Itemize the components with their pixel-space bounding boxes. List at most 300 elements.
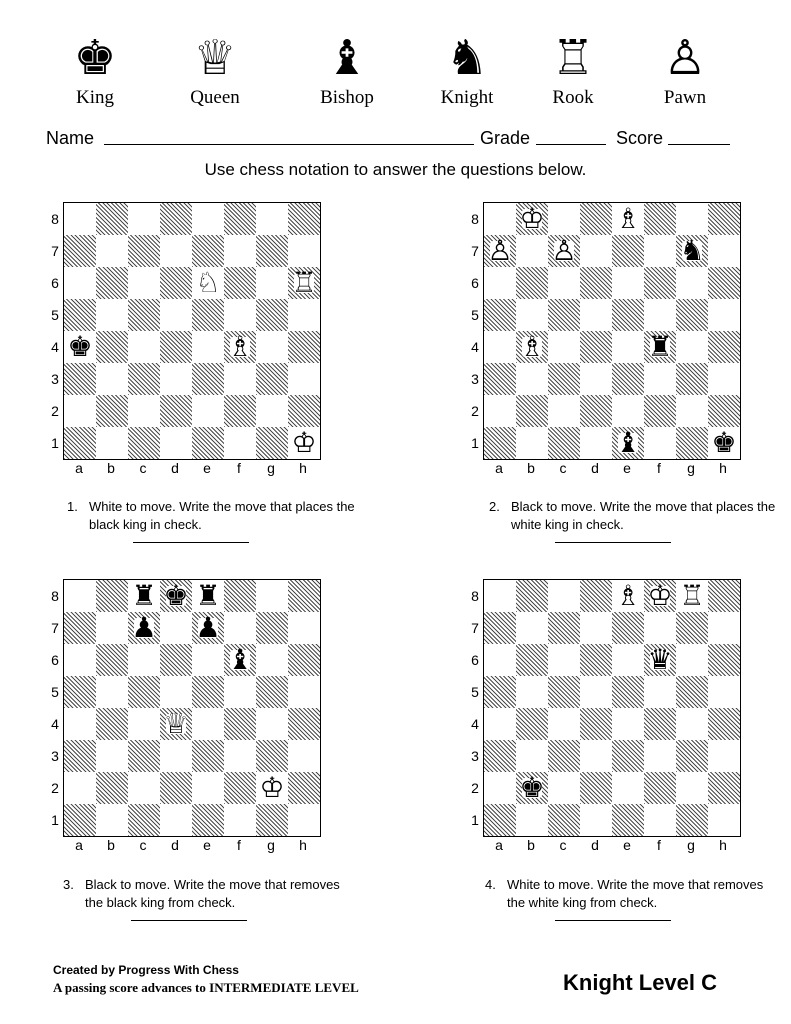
board-square-c1 xyxy=(128,804,160,836)
board-square-g6 xyxy=(676,644,708,676)
board-square-a4 xyxy=(484,708,516,740)
board-square-h3 xyxy=(288,740,320,772)
board-square-c4 xyxy=(128,708,160,740)
answer-line-4[interactable] xyxy=(555,920,671,921)
file-label: f xyxy=(657,460,661,476)
board-square-b3 xyxy=(96,740,128,772)
board-square-g5 xyxy=(256,299,288,331)
board-square-h1 xyxy=(708,804,740,836)
file-label: b xyxy=(107,460,115,476)
board-square-d6 xyxy=(580,644,612,676)
board-square-g5 xyxy=(256,676,288,708)
board-square-b5 xyxy=(516,299,548,331)
board-square-d8 xyxy=(580,580,612,612)
white-pawn-icon: ♙ xyxy=(487,234,513,267)
board-square-d5 xyxy=(580,676,612,708)
board-square-g1 xyxy=(676,804,708,836)
board-square-f3 xyxy=(644,363,676,395)
board-square-e7 xyxy=(612,612,644,644)
board-square-b4 xyxy=(516,708,548,740)
board-square-c5 xyxy=(548,676,580,708)
rank-label: 1 xyxy=(51,812,59,828)
board-square-d2 xyxy=(580,772,612,804)
board-square-b1 xyxy=(516,427,548,459)
board-square-a8 xyxy=(64,580,96,612)
legend-label: Rook xyxy=(552,87,594,108)
board-square-h5 xyxy=(708,299,740,331)
black-king-icon: ♚ xyxy=(67,330,93,363)
file-label: g xyxy=(267,460,275,476)
board-square-f1 xyxy=(644,427,676,459)
black-rook-icon: ♜ xyxy=(195,579,221,612)
footer-credits xyxy=(53,963,359,996)
board-square-d4 xyxy=(580,708,612,740)
board-square-b7 xyxy=(96,235,128,267)
board-square-h7 xyxy=(288,235,320,267)
rank-label: 1 xyxy=(471,812,479,828)
board-square-g1 xyxy=(256,427,288,459)
board-square-h2 xyxy=(288,772,320,804)
board-square-a2 xyxy=(484,772,516,804)
board-square-f2 xyxy=(644,772,676,804)
rank-label: 3 xyxy=(471,371,479,387)
file-label: e xyxy=(623,837,631,853)
board-square-c5 xyxy=(548,299,580,331)
board-square-b6 xyxy=(516,267,548,299)
board-square-h4 xyxy=(288,331,320,363)
legend-knight xyxy=(412,30,522,108)
board-square-e2 xyxy=(612,395,644,427)
question-number: 3. xyxy=(63,877,74,892)
queen-icon: ♕ xyxy=(193,30,237,86)
board-square-a3 xyxy=(484,363,516,395)
board-square-f8 xyxy=(644,203,676,235)
board-square-g5 xyxy=(676,676,708,708)
board-square-f3 xyxy=(224,363,256,395)
board-square-d3 xyxy=(580,363,612,395)
board-square-h5 xyxy=(288,299,320,331)
board-square-e4 xyxy=(612,708,644,740)
board-square-e6 xyxy=(192,644,224,676)
file-label: a xyxy=(495,460,503,476)
board-square-b4 xyxy=(96,708,128,740)
file-label: d xyxy=(591,837,599,853)
rank-label: 3 xyxy=(51,371,59,387)
board-square-a3 xyxy=(484,740,516,772)
rank-label: 1 xyxy=(471,435,479,451)
white-queen-icon: ♕ xyxy=(163,707,189,740)
black-rook-icon: ♜ xyxy=(131,579,157,612)
file-label: h xyxy=(299,460,307,476)
file-label: g xyxy=(687,837,695,853)
question-text: White to move. Write the move that removes the white king from check. xyxy=(507,877,764,910)
level-title: Knight Level C xyxy=(563,970,718,995)
rank-label: 1 xyxy=(51,435,59,451)
board-square-g4 xyxy=(256,331,288,363)
board-square-b2 xyxy=(96,772,128,804)
board-square-h8 xyxy=(708,203,740,235)
rank-label: 6 xyxy=(471,652,479,668)
board-square-g7 xyxy=(256,612,288,644)
board-square-a4 xyxy=(64,708,96,740)
board-square-d7 xyxy=(580,235,612,267)
legend-queen xyxy=(160,30,270,108)
question-text: Black to move. Write the move that places the white king in check. xyxy=(511,499,776,532)
pawn-icon: ♙ xyxy=(663,30,707,86)
board-square-a8 xyxy=(484,580,516,612)
board-square-h6 xyxy=(708,267,740,299)
board-square-b7 xyxy=(516,612,548,644)
board-square-d2 xyxy=(160,772,192,804)
black-pawn-icon: ♟ xyxy=(195,611,221,644)
board-square-b3 xyxy=(516,740,548,772)
board-square-d5 xyxy=(580,299,612,331)
board-square-a7 xyxy=(64,612,96,644)
chess-board-1 xyxy=(63,202,321,460)
board-square-f5 xyxy=(224,676,256,708)
passing-score-text: A passing score advances to INTERMEDIATE LEVEL xyxy=(53,980,359,995)
created-by-text: Created by Progress With Chess xyxy=(53,963,239,977)
board-square-d7 xyxy=(160,235,192,267)
white-king-icon: ♔ xyxy=(647,579,673,612)
board-square-c2 xyxy=(548,772,580,804)
file-label: f xyxy=(237,460,241,476)
white-knight-icon: ♘ xyxy=(195,266,221,299)
answer-line-2[interactable] xyxy=(555,542,671,543)
board-square-d1 xyxy=(160,427,192,459)
board-square-a6 xyxy=(64,644,96,676)
board-square-g3 xyxy=(676,740,708,772)
board-square-c3 xyxy=(548,740,580,772)
legend-label: Queen xyxy=(190,87,240,108)
score-label: Score xyxy=(616,128,664,148)
board-square-h3 xyxy=(708,363,740,395)
board-square-b1 xyxy=(96,804,128,836)
board-square-e1 xyxy=(192,804,224,836)
white-rook-icon: ♖ xyxy=(291,266,317,299)
rank-label: 2 xyxy=(51,403,59,419)
board-square-h7 xyxy=(288,612,320,644)
board-square-g3 xyxy=(676,363,708,395)
king-icon: ♚ xyxy=(73,30,117,86)
bishop-icon: ♝ xyxy=(325,30,369,86)
board-square-e7 xyxy=(192,235,224,267)
rank-label: 6 xyxy=(51,652,59,668)
board-square-c2 xyxy=(548,395,580,427)
board-square-a2 xyxy=(64,395,96,427)
board-square-a5 xyxy=(64,676,96,708)
chess-board-4 xyxy=(483,579,741,837)
rank-label: 6 xyxy=(471,275,479,291)
board-square-f8 xyxy=(224,580,256,612)
board-square-b4 xyxy=(96,331,128,363)
board-square-a8 xyxy=(64,203,96,235)
board-square-a2 xyxy=(484,395,516,427)
board-square-g7 xyxy=(256,235,288,267)
board-square-h2 xyxy=(708,395,740,427)
board-square-a3 xyxy=(64,363,96,395)
file-label: c xyxy=(559,460,567,476)
board-square-e4 xyxy=(192,331,224,363)
board-square-f6 xyxy=(644,267,676,299)
board-square-e3 xyxy=(192,363,224,395)
board-square-h7 xyxy=(708,612,740,644)
board-square-e5 xyxy=(612,676,644,708)
board-square-d7 xyxy=(580,612,612,644)
white-bishop-icon: ♗ xyxy=(615,579,641,612)
file-label: c xyxy=(139,460,147,476)
board-square-a1 xyxy=(64,804,96,836)
rank-label: 7 xyxy=(471,620,479,636)
board-square-a6 xyxy=(484,644,516,676)
board-square-d1 xyxy=(580,427,612,459)
board-square-c8 xyxy=(548,580,580,612)
board-square-f1 xyxy=(644,804,676,836)
board-square-e4 xyxy=(192,708,224,740)
answer-line-1[interactable] xyxy=(133,542,249,543)
piece-legend xyxy=(0,30,791,110)
knight-icon: ♞ xyxy=(445,30,489,86)
board-square-g8 xyxy=(676,203,708,235)
board-square-a8 xyxy=(484,203,516,235)
board-square-a7 xyxy=(484,612,516,644)
question-number: 2. xyxy=(489,499,500,514)
black-queen-icon: ♛ xyxy=(647,643,673,676)
board-square-f2 xyxy=(224,395,256,427)
board-square-a5 xyxy=(64,299,96,331)
board-square-g3 xyxy=(256,740,288,772)
board-square-d5 xyxy=(160,676,192,708)
rank-label: 7 xyxy=(51,620,59,636)
file-label: e xyxy=(623,460,631,476)
board-square-d3 xyxy=(580,740,612,772)
rank-label: 3 xyxy=(51,748,59,764)
black-bishop-icon: ♝ xyxy=(227,643,253,676)
board-square-d6 xyxy=(160,644,192,676)
rook-icon: ♖ xyxy=(551,30,595,86)
board-square-d7 xyxy=(160,612,192,644)
file-label: b xyxy=(107,837,115,853)
board-square-c7 xyxy=(128,235,160,267)
board-square-e5 xyxy=(612,299,644,331)
board-square-h6 xyxy=(288,644,320,676)
white-bishop-icon: ♗ xyxy=(227,330,253,363)
board-square-f2 xyxy=(224,772,256,804)
board-square-g6 xyxy=(256,267,288,299)
board-square-h8 xyxy=(288,203,320,235)
black-king-icon: ♚ xyxy=(519,771,545,804)
board-square-a1 xyxy=(484,804,516,836)
board-square-d2 xyxy=(160,395,192,427)
board-square-b1 xyxy=(516,804,548,836)
white-bishop-icon: ♗ xyxy=(519,330,545,363)
board-square-c1 xyxy=(128,427,160,459)
chess-board-3 xyxy=(63,579,321,837)
board-square-h3 xyxy=(708,740,740,772)
legend-rook xyxy=(518,30,628,108)
board-square-f6 xyxy=(224,267,256,299)
board-square-c8 xyxy=(128,203,160,235)
board-square-f4 xyxy=(224,708,256,740)
board-square-f1 xyxy=(224,804,256,836)
board-square-f7 xyxy=(644,612,676,644)
board-square-f3 xyxy=(224,740,256,772)
board-square-d2 xyxy=(580,395,612,427)
file-label: d xyxy=(591,460,599,476)
board-square-c6 xyxy=(548,267,580,299)
board-square-f2 xyxy=(644,395,676,427)
board-square-e1 xyxy=(192,427,224,459)
board-square-a5 xyxy=(484,299,516,331)
board-square-e7 xyxy=(612,235,644,267)
rank-label: 2 xyxy=(51,780,59,796)
board-square-d8 xyxy=(160,203,192,235)
rank-label: 4 xyxy=(471,339,479,355)
board-square-c6 xyxy=(128,644,160,676)
board-square-b2 xyxy=(516,395,548,427)
board-square-b8 xyxy=(96,580,128,612)
board-square-h8 xyxy=(708,580,740,612)
file-label: h xyxy=(299,837,307,853)
question-text: Black to move. Write the move that removes the black king from check. xyxy=(85,877,340,910)
board-square-g1 xyxy=(676,427,708,459)
board-square-c4 xyxy=(548,331,580,363)
board-square-g4 xyxy=(676,331,708,363)
board-square-f7 xyxy=(224,235,256,267)
grade-label: Grade xyxy=(480,128,531,148)
board-square-h4 xyxy=(708,708,740,740)
board-square-g4 xyxy=(256,708,288,740)
white-pawn-icon: ♙ xyxy=(551,234,577,267)
rank-label: 4 xyxy=(471,716,479,732)
legend-king xyxy=(40,30,150,108)
file-label: f xyxy=(657,837,661,853)
name-label: Name xyxy=(46,128,95,148)
rank-label: 8 xyxy=(51,211,59,227)
file-label: d xyxy=(171,460,179,476)
board-square-a1 xyxy=(64,427,96,459)
board-square-g6 xyxy=(676,267,708,299)
board-square-e3 xyxy=(612,363,644,395)
board-square-b5 xyxy=(96,299,128,331)
board-square-h7 xyxy=(708,235,740,267)
board-square-d3 xyxy=(160,740,192,772)
board-square-f7 xyxy=(224,612,256,644)
white-king-icon: ♔ xyxy=(259,771,285,804)
board-square-e8 xyxy=(192,203,224,235)
black-pawn-icon: ♟ xyxy=(131,611,157,644)
question-text: White to move. Write the move that places the black king in check. xyxy=(89,499,355,532)
black-knight-icon: ♞ xyxy=(679,234,705,267)
board-square-b6 xyxy=(96,644,128,676)
board-square-h3 xyxy=(288,363,320,395)
board-square-g2 xyxy=(256,395,288,427)
board-square-e1 xyxy=(612,804,644,836)
board-square-d4 xyxy=(160,331,192,363)
board-square-a2 xyxy=(64,772,96,804)
board-square-e6 xyxy=(612,644,644,676)
board-square-c4 xyxy=(128,331,160,363)
rank-label: 5 xyxy=(471,307,479,323)
file-label: c xyxy=(139,837,147,853)
board-square-c2 xyxy=(128,772,160,804)
board-square-c6 xyxy=(548,644,580,676)
file-label: b xyxy=(527,460,535,476)
file-label: a xyxy=(495,837,503,853)
rank-label: 4 xyxy=(51,339,59,355)
board-square-c1 xyxy=(548,427,580,459)
board-square-a7 xyxy=(64,235,96,267)
answer-line-3[interactable] xyxy=(131,920,247,921)
board-square-e2 xyxy=(192,772,224,804)
board-square-c8 xyxy=(548,203,580,235)
board-square-b8 xyxy=(96,203,128,235)
board-square-e6 xyxy=(612,267,644,299)
board-square-f5 xyxy=(644,676,676,708)
board-square-g3 xyxy=(256,363,288,395)
board-square-c7 xyxy=(548,612,580,644)
board-square-h2 xyxy=(708,772,740,804)
board-square-c2 xyxy=(128,395,160,427)
board-square-c3 xyxy=(548,363,580,395)
rank-label: 7 xyxy=(471,243,479,259)
rank-label: 5 xyxy=(51,307,59,323)
file-label: a xyxy=(75,460,83,476)
board-square-a1 xyxy=(484,427,516,459)
rank-label: 3 xyxy=(471,748,479,764)
file-label: a xyxy=(75,837,83,853)
legend-bishop xyxy=(292,30,402,108)
board-square-b6 xyxy=(96,267,128,299)
board-square-g8 xyxy=(256,203,288,235)
question-number: 1. xyxy=(67,499,78,514)
file-label: e xyxy=(203,837,211,853)
legend-label: King xyxy=(76,87,114,108)
board-square-h4 xyxy=(288,708,320,740)
instructions: Use chess notation to answer the questions below. xyxy=(204,160,587,179)
board-square-h5 xyxy=(288,676,320,708)
black-bishop-icon: ♝ xyxy=(615,426,641,459)
board-square-c3 xyxy=(128,740,160,772)
board-square-e2 xyxy=(612,772,644,804)
board-square-f4 xyxy=(644,708,676,740)
board-square-b7 xyxy=(516,235,548,267)
board-square-h4 xyxy=(708,331,740,363)
black-king-icon: ♚ xyxy=(163,579,189,612)
board-square-e3 xyxy=(192,740,224,772)
black-rook-icon: ♜ xyxy=(647,330,673,363)
board-square-b3 xyxy=(96,363,128,395)
board-square-e4 xyxy=(612,331,644,363)
file-label: g xyxy=(687,460,695,476)
board-square-d8 xyxy=(580,203,612,235)
board-square-f7 xyxy=(644,235,676,267)
board-square-a4 xyxy=(484,331,516,363)
rank-label: 6 xyxy=(51,275,59,291)
file-label: e xyxy=(203,460,211,476)
legend-label: Knight xyxy=(440,87,494,108)
board-square-e3 xyxy=(612,740,644,772)
board-square-c5 xyxy=(128,676,160,708)
rank-label: 8 xyxy=(471,588,479,604)
board-square-g1 xyxy=(256,804,288,836)
board-square-d1 xyxy=(580,804,612,836)
board-square-h6 xyxy=(708,644,740,676)
rank-label: 5 xyxy=(471,684,479,700)
board-square-b2 xyxy=(96,395,128,427)
board-square-g2 xyxy=(676,395,708,427)
board-square-g8 xyxy=(256,580,288,612)
